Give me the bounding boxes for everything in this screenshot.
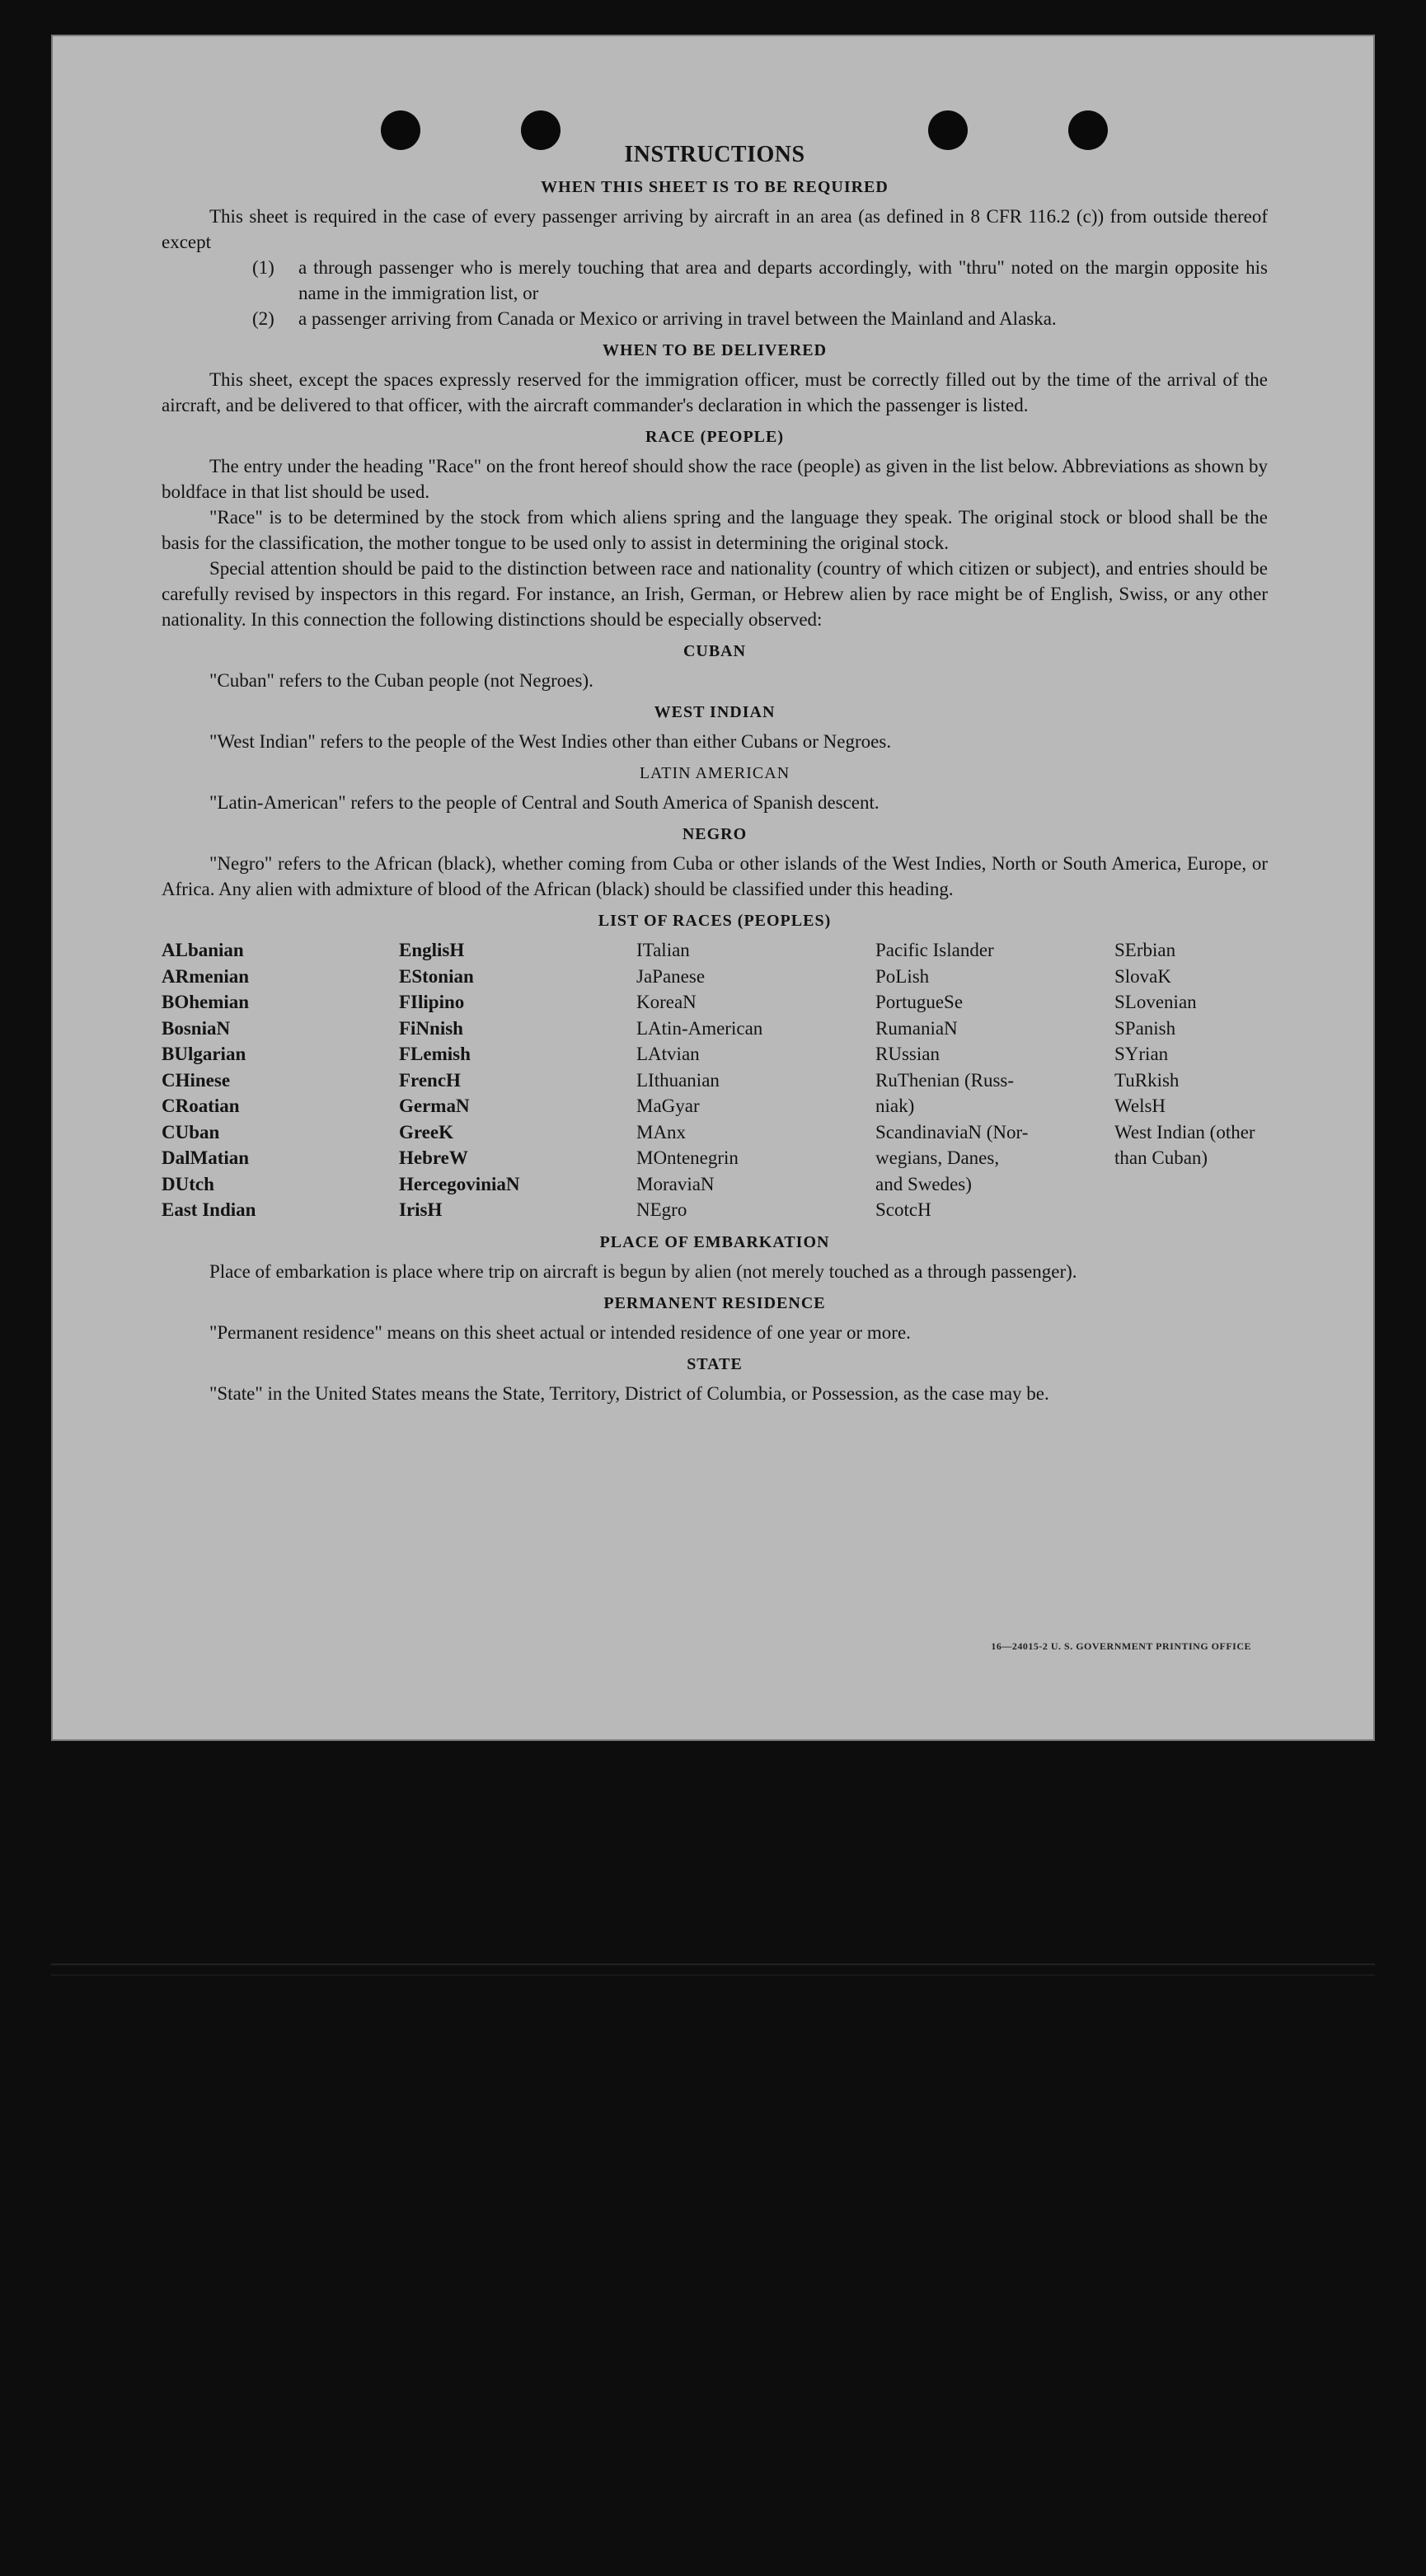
race-entry: ScandinaviaN (Nor- wegians, Danes, and Swedes) — [875, 1121, 1029, 1194]
race-entry: HercegoviniaN — [399, 1173, 520, 1194]
punch-hole — [521, 110, 561, 150]
race-entry: East Indian — [162, 1199, 256, 1220]
race-entry: SlovaK — [1114, 965, 1171, 987]
race-entry: Pacific Islander — [875, 940, 994, 960]
section-heading-latin-american: LATIN AMERICAN — [639, 764, 790, 782]
race-entry: IrisH — [399, 1199, 443, 1220]
race-entry: FrencH — [399, 1069, 461, 1091]
race-entry: FLemish — [399, 1044, 471, 1064]
west-indian-text: "West Indian" refers to the people of the West Indies other than either Cubans or Negroes. — [209, 731, 892, 752]
section-heading-west-indian: WEST INDIAN — [654, 703, 776, 721]
print-code: 16—24015-2 U. S. GOVERNMENT PRINTING OFFICE — [991, 1640, 1251, 1652]
section-heading-embarkation: PLACE OF EMBARKATION — [599, 1232, 830, 1251]
section-heading-cuban: CUBAN — [683, 642, 747, 660]
race-entry: BosniaN — [162, 1017, 231, 1039]
race-entry: CRoatian — [162, 1096, 240, 1116]
page-title: INSTRUCTIONS — [624, 142, 805, 167]
race-entry: ALbanian — [162, 940, 244, 960]
race-entry: GreeK — [399, 1121, 453, 1143]
race-entry: RumaniaN — [875, 1017, 958, 1039]
race-entry: KoreaN — [636, 992, 697, 1012]
scan-artifact-line — [51, 1974, 1375, 1976]
section-heading-races-list: LIST OF RACES (PEOPLES) — [598, 912, 832, 930]
races-column-5 — [1114, 937, 1268, 1223]
race-entry: RuThenian (Russ- niak) — [875, 1069, 1015, 1116]
race-entry: EnglisH — [399, 940, 465, 960]
races-column-1 — [162, 937, 399, 1223]
race-entry: TuRkish — [1114, 1069, 1180, 1091]
races-column-2 — [399, 937, 636, 1223]
section-heading-required: WHEN THIS SHEET IS TO BE REQUIRED — [541, 178, 889, 196]
race-entry: RUssian — [875, 1044, 940, 1064]
required-intro: This sheet is required in the case of every passenger arriving by aircraft in an area (as defined in 8 CFR 116.2 (c)) from outside thereof except — [162, 206, 1268, 252]
section-heading-negro: NEGRO — [682, 825, 748, 843]
race-entry: SPanish — [1114, 1017, 1176, 1039]
embarkation-text: Place of embarkation is place where trip on aircraft is begun by alien (not merely touched as a through passenger). — [209, 1260, 1077, 1282]
list-item-number: (1) — [252, 257, 274, 278]
race-entry: SLovenian — [1114, 992, 1197, 1012]
race-entry: HebreW — [399, 1147, 468, 1168]
punch-hole — [1068, 110, 1108, 150]
race-entry: PortugueSe — [875, 992, 964, 1012]
races-column-3 — [636, 937, 875, 1223]
race-entry: DUtch — [162, 1173, 214, 1194]
race-entry: WelsH — [1114, 1096, 1166, 1116]
list-item — [252, 306, 1268, 331]
section-heading-delivered: WHEN TO BE DELIVERED — [602, 341, 828, 359]
race-entry: SErbian — [1114, 940, 1176, 960]
negro-text: "Negro" refers to the African (black), whether coming from Cuba or other islands of the West Indies, North or South America, Europe, or Africa. Any alien with admixture of blood of the African (black) should be classified under this heading. — [162, 853, 1268, 899]
race-entry: LAtin-American — [636, 1017, 763, 1039]
cuban-text: "Cuban" refers to the Cuban people (not Negroes). — [209, 670, 593, 691]
race-entry: West Indian (other than Cuban) — [1114, 1121, 1255, 1168]
list-item — [252, 255, 1268, 306]
race-entry: CHinese — [162, 1069, 231, 1091]
race-entry: LAtvian — [636, 1044, 700, 1064]
race-entry: ARmenian — [162, 965, 250, 987]
race-entry: FiNnish — [399, 1017, 463, 1039]
race-entry: MOntenegrin — [636, 1147, 739, 1168]
races-list — [162, 937, 1268, 1223]
race-paragraph-1: The entry under the heading "Race" on the front hereof should show the race (people) as given in the list below. Abbreviations as shown by boldface in that list should be used. — [162, 456, 1268, 502]
list-item-text: a through passenger who is merely touching that area and departs accordingly, with "thru" noted on the margin opposite his name in the immigration list, or — [298, 257, 1268, 303]
residence-text: "Permanent residence" means on this sheet actual or intended residence of one year or more. — [209, 1321, 911, 1343]
race-entry: MoraviaN — [636, 1173, 715, 1194]
races-column-4 — [875, 937, 1114, 1223]
race-entry: FIlipino — [399, 992, 465, 1012]
race-entry: MAnx — [636, 1121, 687, 1143]
race-entry: DalMatian — [162, 1147, 250, 1168]
race-entry: ScotcH — [875, 1199, 931, 1220]
race-entry: ITalian — [636, 940, 690, 960]
list-item-number: (2) — [252, 308, 274, 329]
race-entry: NEgro — [636, 1199, 687, 1220]
race-entry: LIthuanian — [636, 1069, 720, 1091]
race-entry: BUlgarian — [162, 1044, 246, 1064]
section-heading-state: STATE — [687, 1354, 743, 1373]
document-sheet — [51, 35, 1375, 1741]
punch-hole — [381, 110, 420, 150]
state-text: "State" in the United States means the State, Territory, District of Columbia, or Possession, as the case may be. — [209, 1382, 1049, 1404]
race-entry: MaGyar — [636, 1096, 700, 1116]
race-entry: CUban — [162, 1121, 220, 1143]
race-entry: BOhemian — [162, 992, 250, 1012]
section-heading-residence: PERMANENT RESIDENCE — [603, 1293, 826, 1312]
race-paragraph-2: "Race" is to be determined by the stock from which aliens spring and the language they speak. The original stock or blood shall be the basis for the classification, the mother tongue to be used only to assist in determining the original stock. — [162, 507, 1268, 553]
race-entry: PoLish — [875, 965, 930, 987]
latin-american-text: "Latin-American" refers to the people of Central and South America of Spanish descent. — [209, 792, 880, 813]
race-paragraph-3: Special attention should be paid to the distinction between race and nationality (country of which citizen or subject), and entries should be carefully revised by inspectors in this regard. For instance, an Irish, German, or Hebrew alien by race might be of English, Swiss, or any other nationality. In this connection the following distinctions should be especially observed: — [162, 558, 1268, 630]
list-item-text: a passenger arriving from Canada or Mexico or arriving in travel between the Mainland and Alaska. — [298, 308, 1057, 329]
race-entry: SYrian — [1114, 1044, 1169, 1064]
race-entry: JaPanese — [636, 965, 706, 987]
section-heading-race: RACE (PEOPLE) — [645, 428, 784, 446]
race-entry: GermaN — [399, 1096, 470, 1116]
race-entry: EStonian — [399, 965, 474, 987]
punch-hole — [928, 110, 968, 150]
scan-artifact-line — [51, 1964, 1375, 1965]
delivered-text: This sheet, except the spaces expressly reserved for the immigration officer, must be correctly filled out by the time of the arrival of the aircraft, and be delivered to that officer, with the aircraft commander's declaration in which the passenger is listed. — [162, 369, 1268, 415]
